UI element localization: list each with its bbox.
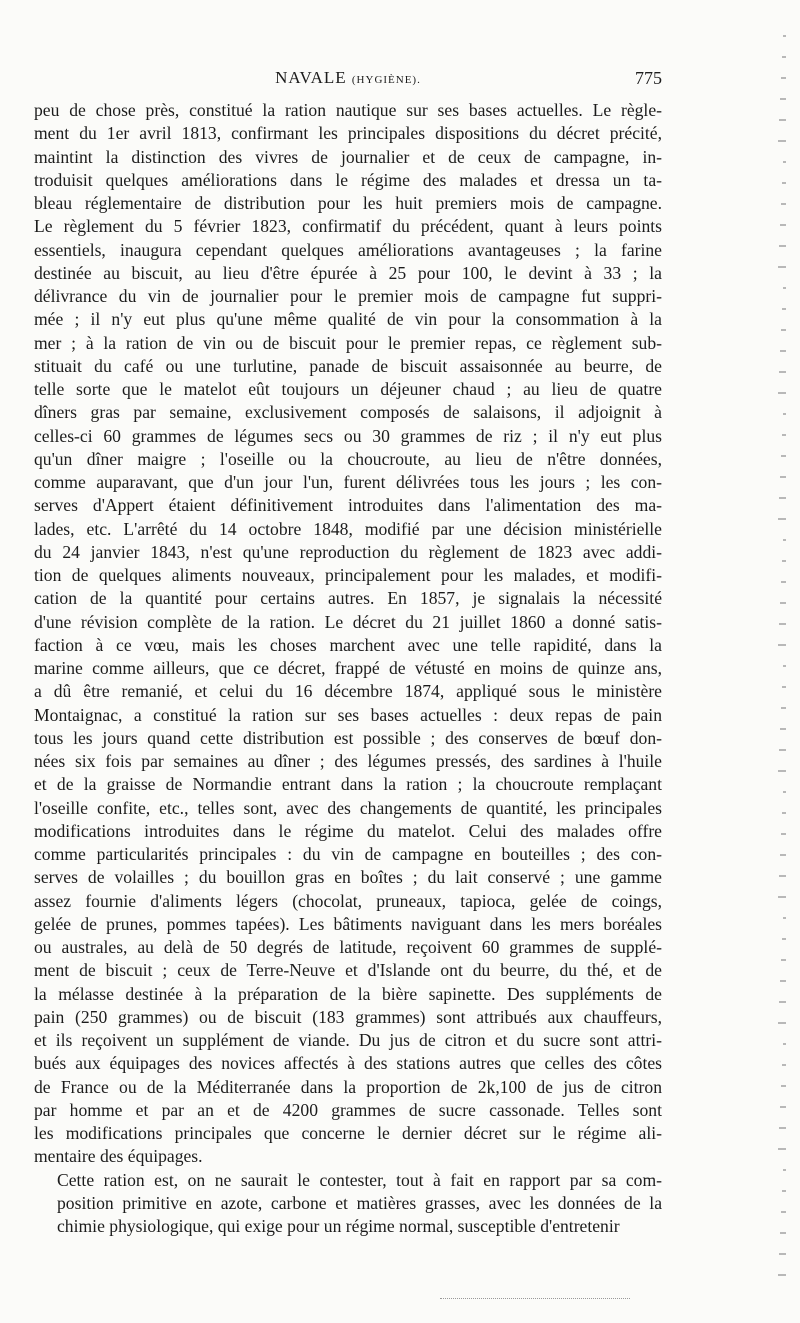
scan-mark xyxy=(783,1169,786,1171)
text-line: essentiels, inaugura cependant quelques améliorations avantageuses ; la farine xyxy=(34,239,662,260)
scan-mark xyxy=(778,392,786,394)
text-line: délivrance du vin de journalier pour le premier mois de campagne fut suppri- xyxy=(34,286,662,306)
text-line: bués aux équipages des novices affectés à des stations autres que celles des côtes xyxy=(34,1053,662,1074)
scan-mark xyxy=(780,602,786,604)
text-line: Le règlement du 5 février 1823, confirmatif du précédent, quant à leurs points xyxy=(34,216,662,237)
text-line: tion de quelques aliments nouveaux, principalement pour les malades, et modifi- xyxy=(34,565,662,585)
scan-mark xyxy=(779,371,786,373)
scan-mark xyxy=(783,917,786,919)
scan-mark xyxy=(779,1127,786,1129)
scan-mark xyxy=(780,854,786,856)
margin-scan-marks xyxy=(754,30,794,1300)
scan-mark xyxy=(782,434,786,436)
text-line: par homme et par an et de 4200 grammes de sucre cassonade. Telles sont xyxy=(34,1099,662,1120)
scan-mark xyxy=(782,812,786,814)
scan-mark xyxy=(779,875,786,877)
scan-mark xyxy=(782,56,786,58)
text-line: pain (250 grammes) ou de biscuit (183 grammes) sont attribués aux chauffeurs, xyxy=(34,1006,662,1027)
text-line: serves d'Appert étaient définitivement introduites dans l'alimentation des ma- xyxy=(34,495,662,516)
text-line: bleau réglementaire de distribution pour les huit premiers mois de campagne. xyxy=(34,193,662,213)
paragraph xyxy=(34,99,662,1169)
scan-mark xyxy=(783,539,786,541)
running-title-sub: (HYGIÈNE). xyxy=(351,74,421,86)
text-line: a dû être remanié, et celui du 16 décembre 1874, appliqué sous le ministère xyxy=(34,681,662,702)
body-text xyxy=(34,99,662,1238)
scan-mark xyxy=(781,707,786,709)
scan-mark xyxy=(779,1001,786,1003)
text-line: gelée de prunes, pommes tapées). Les bâtiments naviguant dans les mers boréales xyxy=(34,913,662,934)
text-line: la mélasse destinée à la préparation de la bière sapinette. Des suppléments de xyxy=(34,983,662,1004)
scan-mark xyxy=(779,119,786,121)
text-line: celles-ci 60 grammes de légumes secs ou 30 grammes de riz ; il n'y eut plus xyxy=(34,425,662,446)
text-line: peu de chose près, constitué la ration nautique sur ses bases actuelles. Le règle- xyxy=(34,100,662,120)
scan-mark xyxy=(781,77,786,79)
text-line: tous les jours quand cette distribution est possible ; des conserves de bœuf don- xyxy=(34,727,662,748)
scan-mark xyxy=(778,140,786,142)
scan-mark xyxy=(779,245,786,247)
scan-mark xyxy=(782,308,786,310)
text-line: et ils reçoivent un supplément de viande. Du jus de citron et du sucre sont attri- xyxy=(34,1030,662,1050)
scan-mark xyxy=(779,1253,786,1255)
scan-mark xyxy=(783,665,786,667)
scan-mark xyxy=(778,1022,786,1024)
text-line: nées six fois par semaines au dîner ; des légumes pressés, des sardines à l'huile xyxy=(34,751,662,771)
scan-mark xyxy=(779,623,786,625)
text-line: marine comme ailleurs, que ce décret, frappé de vétusté en moins de quinze ans, xyxy=(34,658,662,678)
text-line: Cette ration est, on ne saurait le contester, tout à fait en rapport par sa com- xyxy=(57,1169,662,1190)
text-line: ou australes, au delà de 50 degrés de latitude, reçoivent 60 grammes de supplé- xyxy=(34,937,662,957)
scan-mark xyxy=(778,770,786,772)
scan-mark xyxy=(780,224,786,226)
scan-mark xyxy=(778,896,786,898)
scan-mark xyxy=(783,1043,786,1045)
scan-mark xyxy=(780,980,786,982)
scan-mark xyxy=(783,35,786,37)
scan-mark xyxy=(780,1232,786,1234)
scan-mark xyxy=(780,728,786,730)
text-line: cation de la quantité pour certains autres. En 1857, je signalais la nécessité xyxy=(34,588,662,609)
scan-mark xyxy=(781,329,786,331)
scan-mark xyxy=(780,1106,786,1108)
paragraph xyxy=(34,1169,662,1239)
scan-mark xyxy=(782,938,786,940)
text-line: ment du 1er avril 1813, confirmant les principales dispositions du décret précité, xyxy=(34,123,662,144)
text-line: l'oseille confite, etc., telles sont, avec des changements de quantité, les principales xyxy=(34,797,662,818)
text-line: destinée au biscuit, au lieu d'être épurée à 25 pour 100, le devint à 33 ; la xyxy=(34,262,662,283)
scan-mark xyxy=(781,959,786,961)
text-line: mer ; à la ration de vin ou de biscuit pour le premier repas, ce règlement sub- xyxy=(34,332,662,353)
scan-mark xyxy=(783,791,786,793)
scan-mark xyxy=(782,686,786,688)
scan-mark xyxy=(779,497,786,499)
text-line: position primitive en azote, carbone et matières grasses, avec les données de la xyxy=(57,1192,662,1213)
text-line: assez fournie d'aliments légers (chocolat, pruneaux, tapioca, gelée de coings, xyxy=(34,890,662,911)
text-line: mentaire des équipages. xyxy=(34,1146,203,1167)
text-line: de France ou de la Méditerranée dans la proportion de 2k,100 de jus de citron xyxy=(34,1076,662,1097)
page-number: 775 xyxy=(635,68,662,88)
text-line: ment de biscuit ; ceux de Terre-Neuve et d'Islande ont du beurre, du thé, et de xyxy=(34,960,662,981)
scan-mark xyxy=(782,1064,786,1066)
scan-mark xyxy=(783,413,786,415)
text-line: du 24 janvier 1843, n'est qu'une reproduction du règlement de 1823 avec addi- xyxy=(34,541,662,562)
scan-mark xyxy=(778,266,786,268)
scan-mark xyxy=(781,1085,786,1087)
scan-mark xyxy=(778,1274,786,1276)
scan-mark xyxy=(783,287,786,289)
running-title-main: NAVALE xyxy=(275,68,347,87)
scan-mark xyxy=(778,518,786,520)
scan-mark xyxy=(781,455,786,457)
scan-mark xyxy=(781,833,786,835)
scan-mark xyxy=(781,581,786,583)
text-line: Montaignac, a constitué la ration sur ses bases actuelles : deux repas de pain xyxy=(34,704,662,725)
text-line: et de la graisse de Normandie entrant dans la ration ; la choucroute remplaçant xyxy=(34,774,662,795)
text-line: comme auparavant, que d'un jour l'un, furent délivrées tous les jours ; les con- xyxy=(34,472,662,492)
text-line: troduisit quelques améliorations dans le régime des malades et dressa un ta- xyxy=(34,169,662,190)
text-line: dîners gras par semaine, exclusivement composés de salaisons, il adjoignit à xyxy=(34,402,662,423)
scan-mark xyxy=(778,1148,786,1150)
text-line: mée ; il n'y eut plus qu'une même qualité de vin pour la consommation à la xyxy=(34,309,662,330)
text-line: comme particularités principales : du vin de campagne en bouteilles ; des con- xyxy=(34,844,662,864)
scan-mark xyxy=(779,749,786,751)
page-header xyxy=(34,68,662,98)
scan-mark xyxy=(780,350,786,352)
scan-mark xyxy=(780,98,786,100)
text-line: qu'un dîner maigre ; l'oseille ou la choucroute, au lieu de n'être données, xyxy=(34,448,662,469)
scan-mark xyxy=(781,203,786,205)
scan-mark xyxy=(782,560,786,562)
scan-mark xyxy=(781,1211,786,1213)
text-line: modifications introduites dans le régime du matelot. Celui des malades offre xyxy=(34,820,662,841)
text-line: telle sorte que le matelot eût toujours un déjeuner chaud ; au lieu de quatre xyxy=(34,379,662,399)
scan-mark xyxy=(778,644,786,646)
scan-mark xyxy=(782,182,786,184)
text-line: faction à ce vœu, mais les choses marchent avec une telle rapidité, dans la xyxy=(34,634,662,655)
scan-mark xyxy=(783,161,786,163)
text-line: les modifications principales que concerne le dernier décret sur le régime ali- xyxy=(34,1123,662,1143)
scan-mark xyxy=(782,1190,786,1192)
text-line: stituait du café ou une turlutine, panade de biscuit assaisonnée au beurre, de xyxy=(34,355,662,376)
scan-mark xyxy=(780,476,786,478)
bottom-dotted-rule xyxy=(440,1298,630,1300)
text-line: serves de volailles ; du bouillon gras en boîtes ; du lait conservé ; une gamme xyxy=(34,867,662,888)
running-title xyxy=(34,68,662,88)
text-line: chimie physiologique, qui exige pour un régime normal, susceptible d'entretenir xyxy=(57,1216,620,1236)
text-line: maintint la distinction des vivres de journalier et de ceux de campagne, in- xyxy=(34,146,662,167)
text-line: lades, etc. L'arrêté du 14 octobre 1848, modifié par une décision ministérielle xyxy=(34,518,662,539)
text-line: d'une révision complète de la ration. Le décret du 21 juillet 1860 a donné satis- xyxy=(34,611,662,632)
